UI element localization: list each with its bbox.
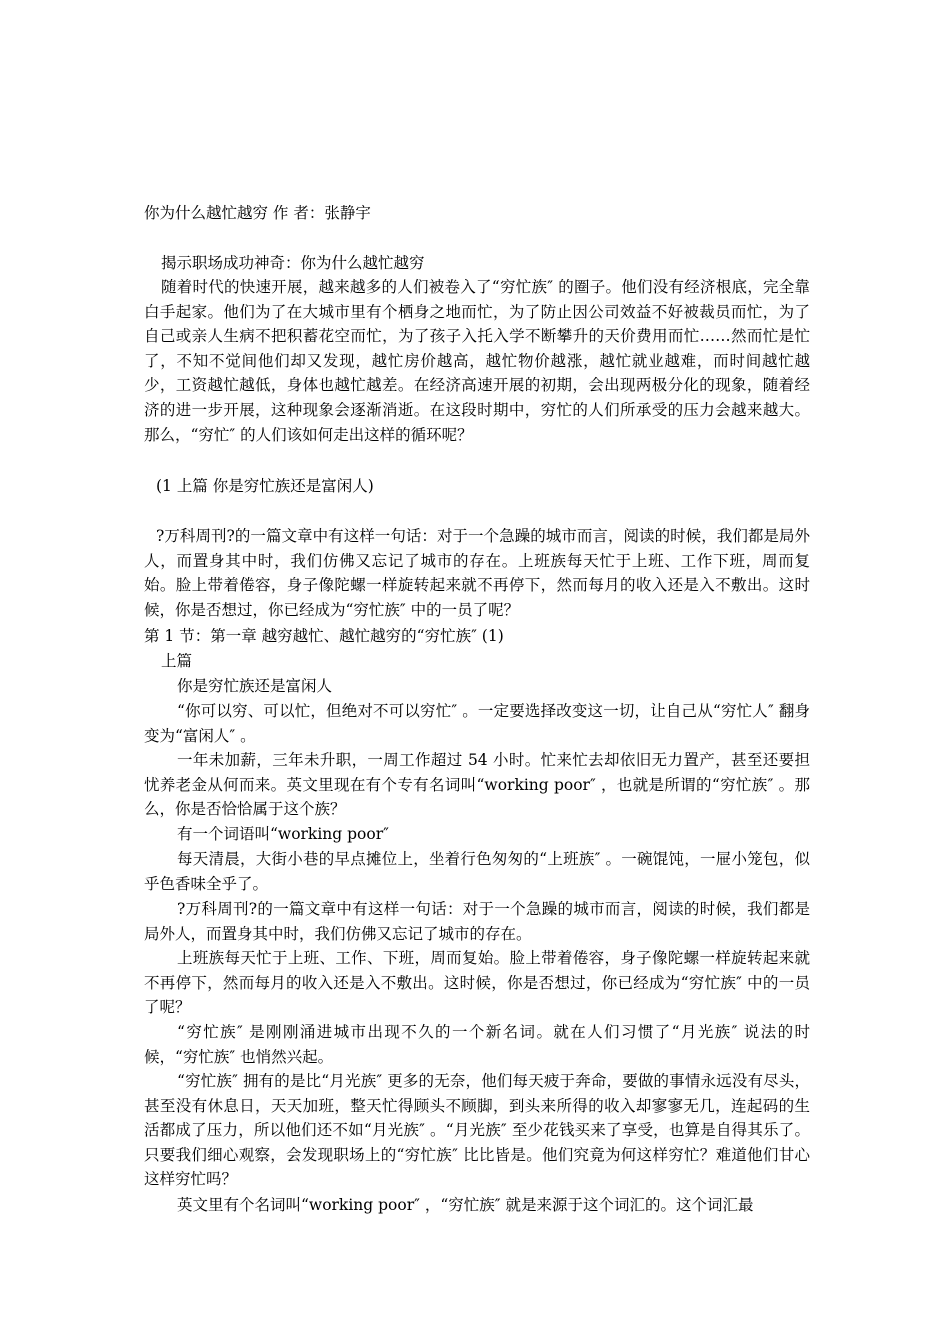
body-paragraph: “穷忙族″ 拥有的是比“月光族″ 更多的无奈，他们每天疲于奔命，要做的事情永远没有尽头，甚至没有休息日，天天加班，整天忙得顾头不顾脚，到头来所得的收入却寥寥无几，连起码的生活都成了压力，所以他们还不如“月光族″ 。“月光族″ 至少花钱买来了享受，也算是自得其乐了。只要我们细心观察，会发现职场上的“穷忙族″ 比比皆是。他们究竟为何这样穷忙？难道他们甘心这样穷忙吗？ [144,1072,810,1189]
subtitle: 揭示职场成功神奇：你为什么越忙越穷 [161,254,425,272]
body-paragraph: “你可以穷、可以忙，但绝对不可以穷忙″ 。一定要选择改变这一切，让自己从“穷忙人″ 翻身变为“富闲人″ 。 [144,702,810,745]
body-paragraph: “穷忙族″ 是刚刚涌进城市出现不久的一个新名词。就在人们习惯了“月光族″ 说法的时候，“穷忙族″ 也悄然兴起。 [144,1023,810,1066]
quote-paragraph: ?万科周刊?的一篇文章中有这样一句话：对于一个急躁的城市而言，阅读的时候，我们都是局外人，而置身其中时，我们仿佛又忘记了城市的存在。上班族每天忙于上班、工作下班，周而复始。脸上带着倦容，身子像陀螺一样旋转起来就不再停下，然而每月的收入还是入不敷出。这时候，你是否想过，你已经成为“穷忙族″ 中的一员了呢？ [144,527,810,619]
body-paragraph: ?万科周刊?的一篇文章中有这样一句话：对于一个急躁的城市而言，阅读的时候，我们都是局外人，而置身其中时，我们仿佛又忘记了城市的存在。 [144,900,810,943]
section-heading: 第 1 节：第一章 越穷越忙、越忙越穷的“穷忙族″ (1) [144,627,504,645]
title-line: 你为什么越忙越穷 作 者：张静宇 [144,204,371,222]
part-label: 上篇 [161,652,193,670]
intro-paragraph: 随着时代的快速开展，越来越多的人们被卷入了“穷忙族″ 的圈子。他们没有经济根底，完全靠白手起家。他们为了在大城市里有个栖身之地而忙，为了防止因公司效益不好被裁员而忙，为了自己或亲人生病不把积蓄花空而忙，为了孩子入托入学不断攀升的天价费用而忙……然而忙是忙了，不知不觉间他们却又发现，越忙房价越高，越忙物价越涨，越忙就业越难，而时间越忙越少，工资越忙越低，身体也越忙越差。在经济高速开展的初期，会出现两极分化的现象，随着经济的进一步开展，这种现象会逐渐消逝。在这段时期中，穷忙的人们所承受的压力会越来越大。那么，“穷忙″ 的人们该如何走出这样的循环呢？ [144,278,810,444]
body-paragraph: 英文里有个名词叫“working poor″ ，“穷忙族″ 就是来源于这个词汇的。这个词汇最 [177,1196,754,1214]
part-heading: (1 上篇 你是穷忙族还是富闲人) [156,477,374,495]
body-paragraph: 每天清晨，大街小巷的早点摊位上，坐着行色匆匆的“上班族″ 。一碗馄饨，一屉小笼包，似乎色香味全乎了。 [144,850,810,893]
body-paragraph: 一年未加薪，三年未升职，一周工作超过 54 小时。忙来忙去却依旧无力置产，甚至还要担忧养老金从何而来。英文里现在有个专有名词叫“working poor″ ，也就是所谓的“穷忙族″ 。那么，你是否恰恰属于这个族？ [144,751,810,819]
part-title: 你是穷忙族还是富闲人 [177,677,333,695]
document-page [144,0,814,1344]
body-paragraph: 有一个词语叫“working poor″ [177,825,389,843]
body-paragraph: 上班族每天忙于上班、工作、下班，周而复始。脸上带着倦容，身子像陀螺一样旋转起来就不再停下，然而每月的收入还是入不敷出。这时候，你是否想过，你已经成为“穷忙族″ 中的一员了呢？ [144,949,810,1017]
